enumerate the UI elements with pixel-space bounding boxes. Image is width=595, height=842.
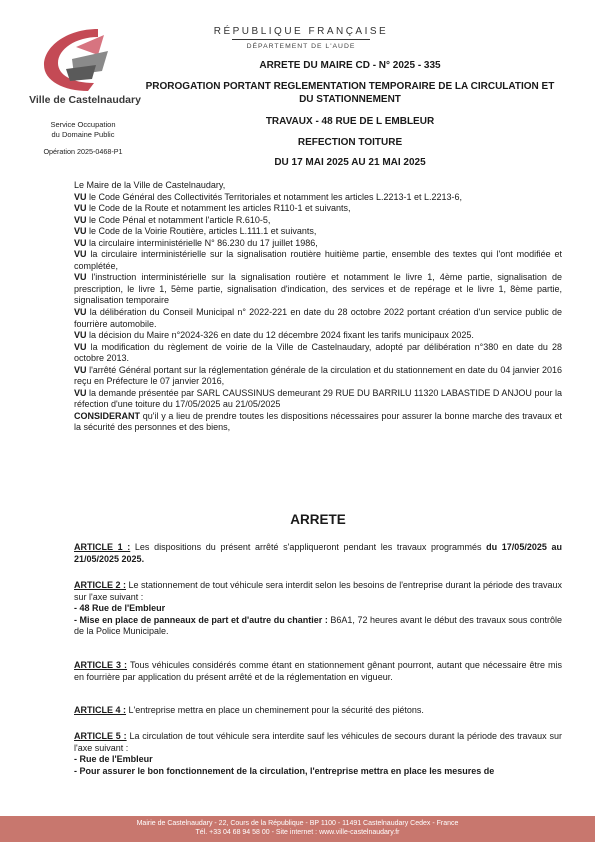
service-line-1: Service Occupation	[50, 120, 116, 129]
article-5: ARTICLE 5 : La circulation de tout véhicule sera interdite sauf les véhicules de secours durant la période des travaux sur l'axe suivant : - Rue de l'Embleur - Pour assurer le bon fonctionnement de la circulation, l'entreprise mettra en place les mesures de	[74, 731, 562, 776]
arrete-title: ARRETE	[290, 512, 346, 527]
vu-line: VU le Code de la Route et notamment les articles R110-1 et suivants,	[74, 203, 351, 214]
castelnaudary-logo-icon	[36, 25, 136, 95]
article-3-label: ARTICLE 3 :	[74, 660, 128, 670]
footer-band	[0, 816, 595, 842]
considerant-line: CONSIDERANT qu'il y a lieu de prendre toutes les dispositions nécessaires pour assurer la bonne marche des travaux et la sécurité des personnes et des biens,	[74, 410, 562, 433]
article-2-label: ARTICLE 2 :	[74, 580, 127, 590]
works-dates: DU 17 MAI 2025 AU 21 MAI 2025	[274, 157, 426, 168]
service-line-2: du Domaine Public	[51, 130, 115, 139]
arrete-number: ARRETE DU MAIRE CD - N° 2025 - 335	[259, 60, 441, 71]
department-name: DÉPARTEMENT DE L'AUDE	[246, 43, 356, 50]
preamble	[74, 180, 562, 434]
article-1: ARTICLE 1 : Les dispositions du présent arrêté s'appliqueront pendant les travaux programmés du 17/05/2025 au 21/05/2025 2025.	[74, 542, 562, 564]
vu-line: VU le Code de la Voirie Routière, articles L.111.1 et suivants,	[74, 226, 317, 237]
arrete-subject-line-2: DU STATIONNEMENT	[299, 94, 401, 105]
vu-line: VU la délibération du Conseil Municipal n° 2022-221 en date du 28 octobre 2022 portant création d'un service public de fourrière automobile.	[74, 307, 562, 329]
footer-contact: Tél. +33 04 68 94 58 00 - Site internet : www.ville-castelnaudary.fr	[195, 829, 400, 836]
article-2: ARTICLE 2 : Le stationnement de tout véhicule sera interdit selon les besoins de l'entreprise durant la période des travaux sur l'axe suivant : - 48 Rue de l'Embleur - Mise en place de panneaux de part et d'autre du chantier : B6A1, 72 heures avant le début des travaux sous contrôle de la Police Municipale.	[74, 580, 563, 637]
vu-line: VU l'arrêté Général portant sur la réglementation générale de la circulation et du stationnement en date du 04 janvier 2016 reçu en Préfecture le 07 janvier 2016,	[74, 364, 562, 387]
article-4-label: ARTICLE 4 :	[74, 705, 127, 715]
intro-line: Le Maire de la Ville de Castelnaudary,	[74, 180, 226, 190]
article-3: ARTICLE 3 : Tous véhicules considérés comme étant en stationnement gênant pourront, autant que nécessaire être mis en fourrière par application du présent arrêté et de la réglementation en vigueur.	[74, 660, 563, 682]
works-location: TRAVAUX - 48 RUE DE L EMBLEUR	[265, 116, 435, 127]
footer-address: Mairie de Castelnaudary - 22, Cours de la République - BP 1100 - 11491 Castelnaudary Cedex - France	[136, 820, 459, 827]
republic-divider	[232, 39, 370, 40]
vu-line: VU la décision du Maire n°2024-326 en date du 12 décembre 2024 fixant les tarifs municipaux 2025.	[74, 330, 474, 341]
city-name: Ville de Castelnaudary	[29, 94, 141, 106]
vu-line: VU la circulaire interministérielle sur la signalisation routière huitième partie, ensemble des textes qui l'ont modifiée et complétée,	[74, 249, 562, 271]
article-1-label: ARTICLE 1 :	[74, 542, 131, 552]
vu-line: VU le Code Pénal et notamment l'article R.610-5,	[74, 214, 271, 225]
vu-line: VU le Code Général des Collectivités Territoriales et notamment les articles L.2213-1 et L.2213-6,	[74, 191, 463, 202]
vu-line: VU l'instruction interministérielle sur la signalisation routière et notamment le livre 1, 4ème partie, signalisation de prescription, le livre 1, 5ème partie, signalisation d'indication, des services et de repérage et le livre 1, 8ème partie, signalisation temporaire	[74, 272, 562, 306]
republic-title: RÉPUBLIQUE FRANÇAISE	[213, 26, 389, 37]
service-name	[24, 120, 142, 140]
article-4: ARTICLE 4 : L'entreprise mettra en place un cheminement pour la sécurité des piétons.	[74, 705, 424, 715]
works-detail: REFECTION TOITURE	[297, 137, 403, 148]
arrete-subject-line-1: PROROGATION PORTANT REGLEMENTATION TEMPORAIRE DE LA CIRCULATION ET	[145, 81, 555, 92]
vu-line: VU la circulaire interministérielle N° 86.230 du 17 juillet 1986,	[74, 237, 318, 248]
article-5-label: ARTICLE 5 :	[74, 731, 127, 741]
vu-line: VU la demande présentée par SARL CAUSSINUS demeurant 29 RUE DU BARRILU 11320 LABASTIDE D ANJOU pour la réfection d'une toiture du 17/05/2025 au 21/05/2025	[74, 387, 562, 410]
vu-line: VU la modification du règlement de voirie de la Ville de Castelnaudary, adopté par délibération n°380 en date du 28 octobre 2013.	[74, 341, 562, 364]
operation-number: Opération 2025-0468-P1	[43, 147, 123, 156]
